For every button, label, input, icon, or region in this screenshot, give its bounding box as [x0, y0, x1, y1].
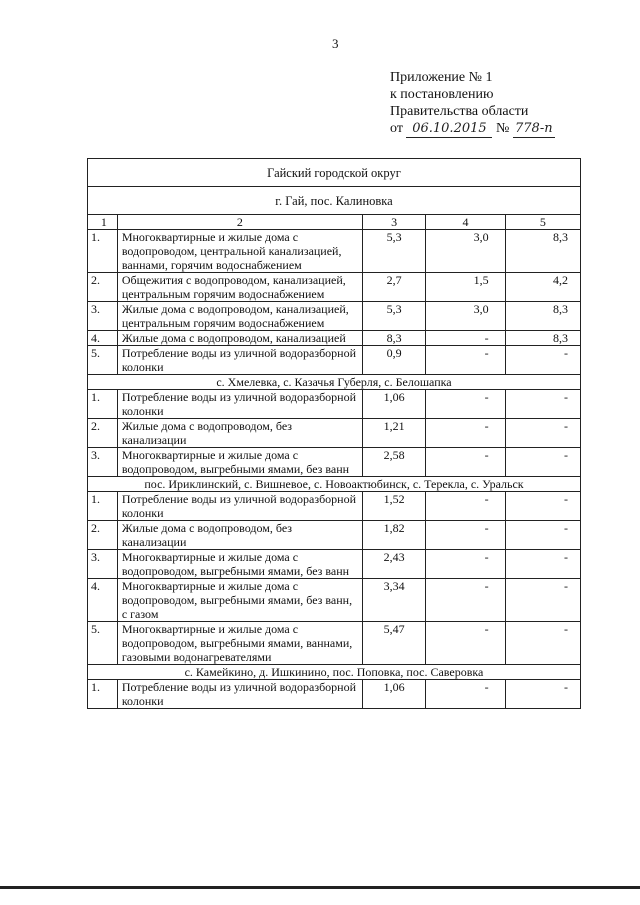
value-col4: -: [426, 521, 505, 550]
value-col5: -: [505, 579, 580, 622]
value-col5: -: [505, 680, 580, 709]
row-number: 1.: [88, 492, 118, 521]
value-col3: 5,3: [362, 302, 425, 331]
value-col4: -: [426, 492, 505, 521]
value-col4: -: [426, 346, 505, 375]
bottom-rule: [0, 886, 640, 889]
table-row: [88, 346, 581, 375]
table-row: [88, 680, 581, 709]
value-col3: 3,34: [362, 579, 425, 622]
row-number: 3.: [88, 448, 118, 477]
row-description: Многоквартирные и жилые дома с водопроводом, выгребными ямами, без ванн: [117, 550, 362, 579]
row-number: 4.: [88, 331, 118, 346]
settlement-group-row: [88, 477, 581, 492]
value-col5: 8,3: [505, 302, 580, 331]
table-section-header: [88, 159, 581, 187]
row-number: 1.: [88, 680, 118, 709]
appendix-header: [390, 69, 555, 138]
row-number: 1.: [88, 230, 118, 273]
column-number-1: 1: [88, 215, 118, 230]
number-label: №: [495, 121, 510, 136]
row-description: Потребление воды из уличной водоразборной колонки: [117, 680, 362, 709]
table-row: [88, 579, 581, 622]
value-col4: -: [426, 419, 505, 448]
table-row: [88, 492, 581, 521]
appendix-line-resolution: к постановлению: [390, 87, 494, 102]
row-description: Жилые дома с водопроводом, канализацией: [117, 331, 362, 346]
table-row: [88, 550, 581, 579]
row-description: Многоквартирные и жилые дома с водопроводом, центральной канализацией, ваннами, горячим водоснабжением: [117, 230, 362, 273]
row-description: Жилые дома с водопроводом, без канализации: [117, 419, 362, 448]
table-row: [88, 302, 581, 331]
row-description: Потребление воды из уличной водоразборной колонки: [117, 390, 362, 419]
column-number-2: 2: [117, 215, 362, 230]
table-row: [88, 419, 581, 448]
settlement-group-row: [88, 375, 581, 390]
table-row: [88, 230, 581, 273]
value-col4: -: [426, 390, 505, 419]
value-col3: 5,3: [362, 230, 425, 273]
row-number: 5.: [88, 346, 118, 375]
table-row: [88, 622, 581, 665]
value-col4: -: [426, 550, 505, 579]
handwritten-number: 778-п: [513, 120, 555, 138]
row-number: 4.: [88, 579, 118, 622]
appendix-title: Приложение № 1: [390, 70, 493, 85]
row-description: Многоквартирные и жилые дома с водопроводом, выгребными ямами, без ванн, с газом: [117, 579, 362, 622]
table-row: [88, 521, 581, 550]
from-label: от: [390, 121, 403, 136]
value-col3: 1,21: [362, 419, 425, 448]
value-col3: 1,06: [362, 390, 425, 419]
column-number-3: 3: [362, 215, 425, 230]
value-col5: -: [505, 346, 580, 375]
value-col3: 1,06: [362, 680, 425, 709]
row-number: 2.: [88, 419, 118, 448]
row-description: Общежития с водопроводом, канализацией, центральным горячим водоснабжением: [117, 273, 362, 302]
table-subsection-header: [88, 187, 581, 215]
row-description: Жилые дома с водопроводом, без канализации: [117, 521, 362, 550]
value-col3: 2,7: [362, 273, 425, 302]
row-number: 3.: [88, 302, 118, 331]
row-description: Многоквартирные и жилые дома с водопроводом, выгребными ямами, ваннами, газовыми водонагревателями: [117, 622, 362, 665]
table-row: [88, 390, 581, 419]
settlement-group-title: пос. Ириклинский, с. Вишневое, с. Новоактюбинск, с. Терекла, с. Уральск: [88, 477, 581, 492]
value-col5: -: [505, 390, 580, 419]
value-col5: -: [505, 419, 580, 448]
value-col3: 0,9: [362, 346, 425, 375]
value-col3: 1,52: [362, 492, 425, 521]
value-col4: 3,0: [426, 302, 505, 331]
row-description: Жилые дома с водопроводом, канализацией, центральным горячим водоснабжением: [117, 302, 362, 331]
value-col5: -: [505, 492, 580, 521]
value-col3: 2,43: [362, 550, 425, 579]
settlement-group-title: с. Хмелевка, с. Казачья Губерля, с. Белошапка: [88, 375, 581, 390]
value-col3: 2,58: [362, 448, 425, 477]
row-description: Потребление воды из уличной водоразборной колонки: [117, 346, 362, 375]
value-col4: -: [426, 579, 505, 622]
water-norms-table: [87, 158, 581, 709]
settlement-group-title: с. Камейкино, д. Ишкинино, пос. Поповка, пос. Саверовка: [88, 665, 581, 680]
value-col4: -: [426, 331, 505, 346]
value-col4: -: [426, 680, 505, 709]
value-col4: -: [426, 622, 505, 665]
row-number: 2.: [88, 521, 118, 550]
appendix-date-line: [390, 120, 555, 138]
value-col4: -: [426, 448, 505, 477]
column-number-row: [88, 215, 581, 230]
column-number-4: 4: [426, 215, 505, 230]
appendix-line-government: Правительства области: [390, 104, 529, 119]
page-number: 3: [332, 36, 339, 51]
value-col5: -: [505, 521, 580, 550]
row-number: 5.: [88, 622, 118, 665]
district-title: Гайский городской округ: [88, 159, 581, 187]
subdistrict-title: г. Гай, пос. Калиновка: [88, 187, 581, 215]
value-col5: 4,2: [505, 273, 580, 302]
value-col3: 5,47: [362, 622, 425, 665]
row-number: 3.: [88, 550, 118, 579]
value-col5: -: [505, 550, 580, 579]
table-row: [88, 273, 581, 302]
column-number-5: 5: [505, 215, 580, 230]
value-col5: 8,3: [505, 230, 580, 273]
row-number: 2.: [88, 273, 118, 302]
value-col5: -: [505, 622, 580, 665]
settlement-group-row: [88, 665, 581, 680]
value-col5: 8,3: [505, 331, 580, 346]
table-row: [88, 331, 581, 346]
value-col4: 3,0: [426, 230, 505, 273]
handwritten-date: 06.10.2015: [406, 120, 492, 138]
row-description: Многоквартирные и жилые дома с водопроводом, выгребными ямами, без ванн: [117, 448, 362, 477]
value-col5: -: [505, 448, 580, 477]
table-row: [88, 448, 581, 477]
row-description: Потребление воды из уличной водоразборной колонки: [117, 492, 362, 521]
value-col3: 8,3: [362, 331, 425, 346]
value-col4: 1,5: [426, 273, 505, 302]
value-col3: 1,82: [362, 521, 425, 550]
row-number: 1.: [88, 390, 118, 419]
